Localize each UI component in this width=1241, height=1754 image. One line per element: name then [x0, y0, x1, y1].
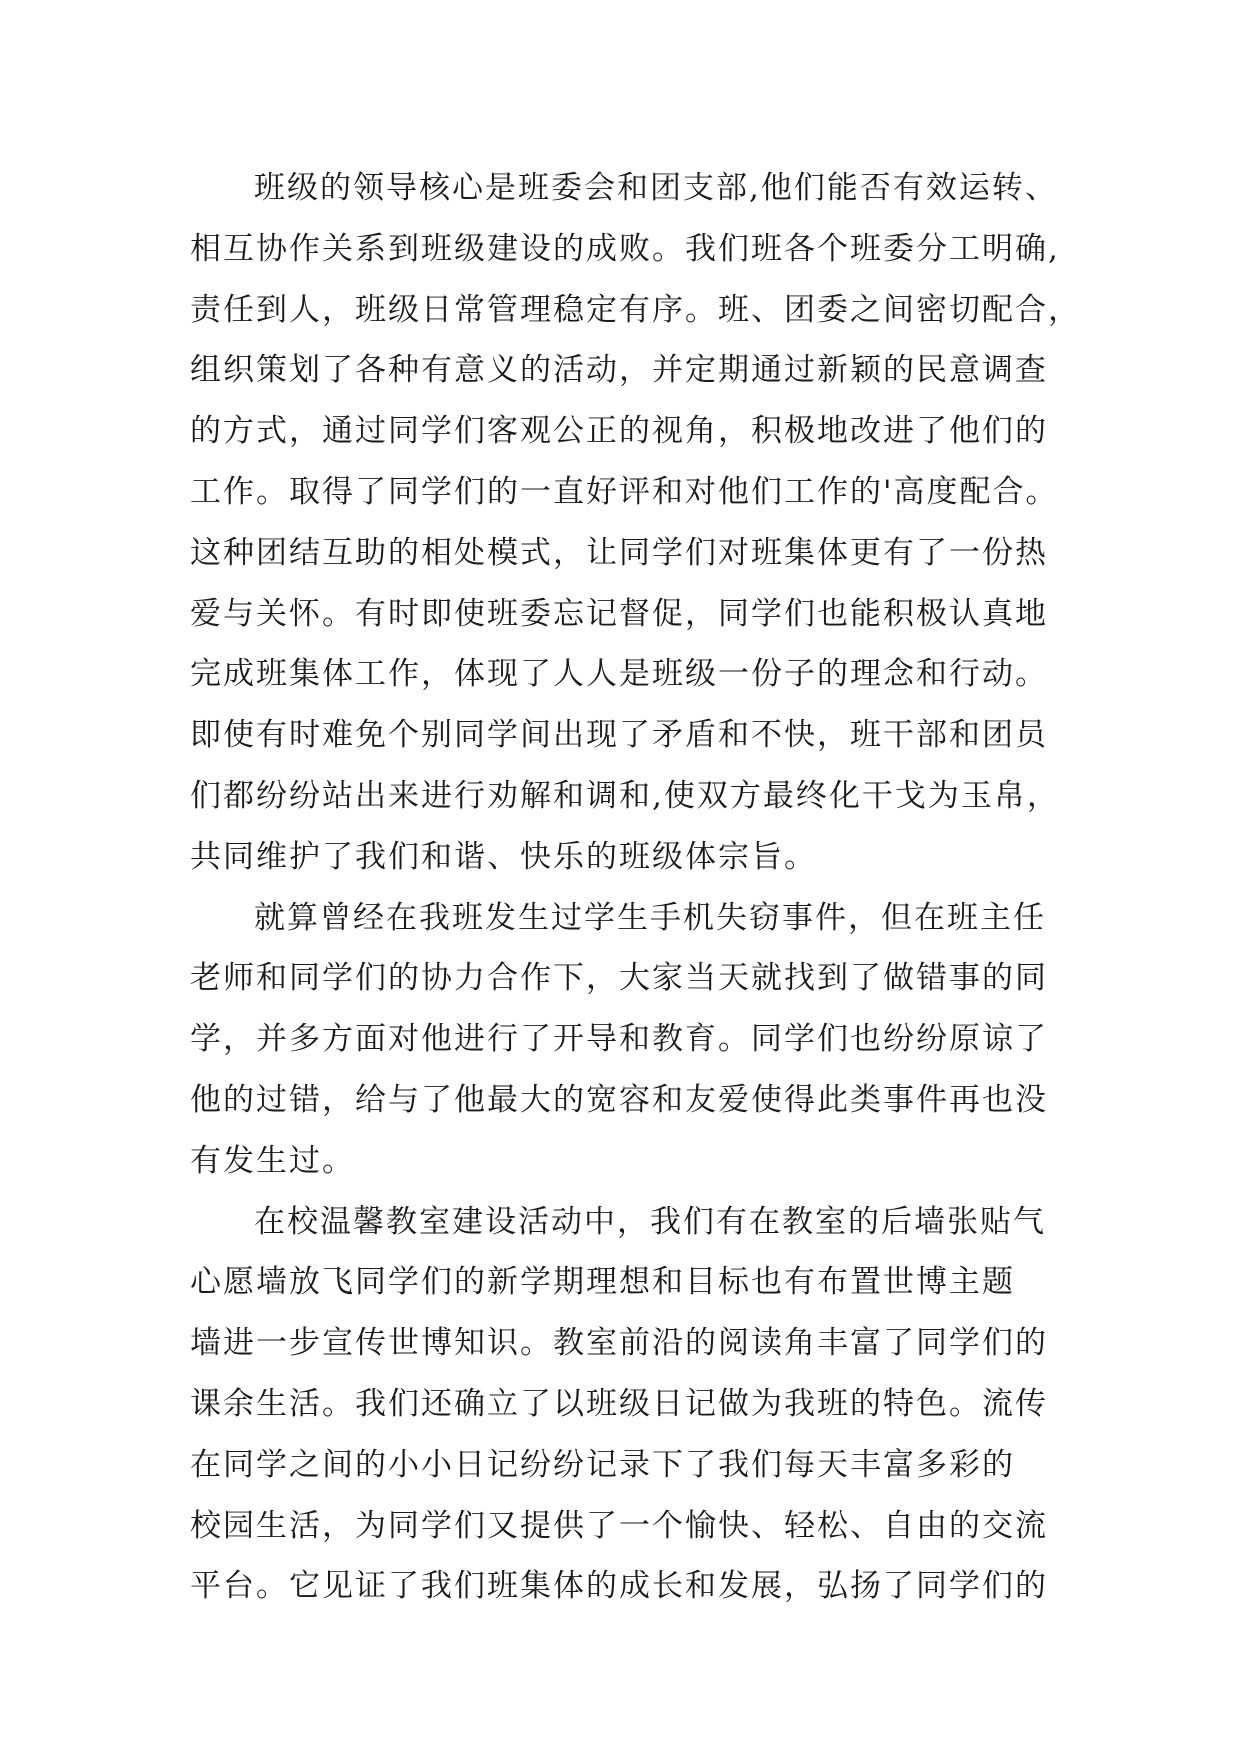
text-line: 这种团结互助的相处模式，让同学们对班集体更有了一份热 — [190, 534, 1048, 571]
text-line: 就算曾经在我班发生过学生手机失窃事件，但在班主任 — [254, 899, 1046, 936]
text-line: 他的过错，给与了他最大的宽容和友爱使得此类事件再也没 — [190, 1081, 1048, 1118]
text-line: 完成班集体工作，体现了人人是班级一份子的理念和行动。 — [190, 656, 1048, 693]
text-line: 学，并多方面对他进行了开导和教育。同学们也纷纷原谅了 — [190, 1021, 1048, 1058]
text-line: 班级的领导核心是班委会和团支部,他们能否有效运转、 — [254, 170, 1058, 206]
text-line: 心愿墙放飞同学们的新学期理想和目标也有布置世博主题 — [190, 1264, 1015, 1301]
text-line: 老师和同学们的协力合作下，大家当天就找到了做错事的同 — [190, 960, 1048, 997]
text-line: 墙进一步宣传世博知识。教室前沿的阅读角丰富了同学们的 — [190, 1325, 1048, 1362]
text-line: 在校温馨教室建设活动中，我们有在教室的后墙张贴气 — [254, 1203, 1046, 1240]
text-line: 责任到人，班级日常管理稳定有序。班、团委之间密切配合， — [190, 291, 1081, 328]
text-line: 的方式，通过同学们客观公正的视角，积极地改进了他们的 — [190, 413, 1048, 450]
text-line: 课余生活。我们还确立了以班级日记做为我班的特色。流传 — [190, 1385, 1048, 1422]
document-body — [190, 158, 1110, 1617]
text-line: 在同学之间的小小日记纷纷记录下了我们每天丰富多彩的 — [190, 1446, 1015, 1483]
paragraph-class-committee — [190, 158, 1110, 888]
text-line: 工作。取得了同学们的一直好评和对他们工作的'高度配合。 — [190, 473, 1059, 510]
text-line: 平台。它见证了我们班集体的成长和发展，弘扬了同学们的 — [190, 1568, 1048, 1605]
text-line: 爱与关怀。有时即使班委忘记督促，同学们也能积极认真地 — [190, 595, 1048, 632]
text-line: 相互协作关系到班级建设的成败。我们班各个班委分工明确, — [190, 230, 1060, 267]
text-line: 校园生活，为同学们又提供了一个愉快、轻松、自由的交流 — [190, 1507, 1048, 1544]
text-line: 即使有时难免个别同学间出现了矛盾和不快，班干部和团员 — [190, 717, 1048, 754]
text-line: 组织策划了各种有意义的活动，并定期通过新颖的民意调查 — [190, 352, 1048, 389]
paragraph-phone-incident — [190, 888, 1110, 1192]
text-line: 共同维护了我们和谐、快乐的班级体宗旨。 — [190, 838, 817, 875]
paragraph-warm-classroom — [190, 1192, 1110, 1618]
text-line: 们都纷纷站出来进行劝解和调和,使双方最终化干戈为玉帛， — [190, 777, 1060, 814]
text-line: 有发生过。 — [190, 1142, 355, 1179]
